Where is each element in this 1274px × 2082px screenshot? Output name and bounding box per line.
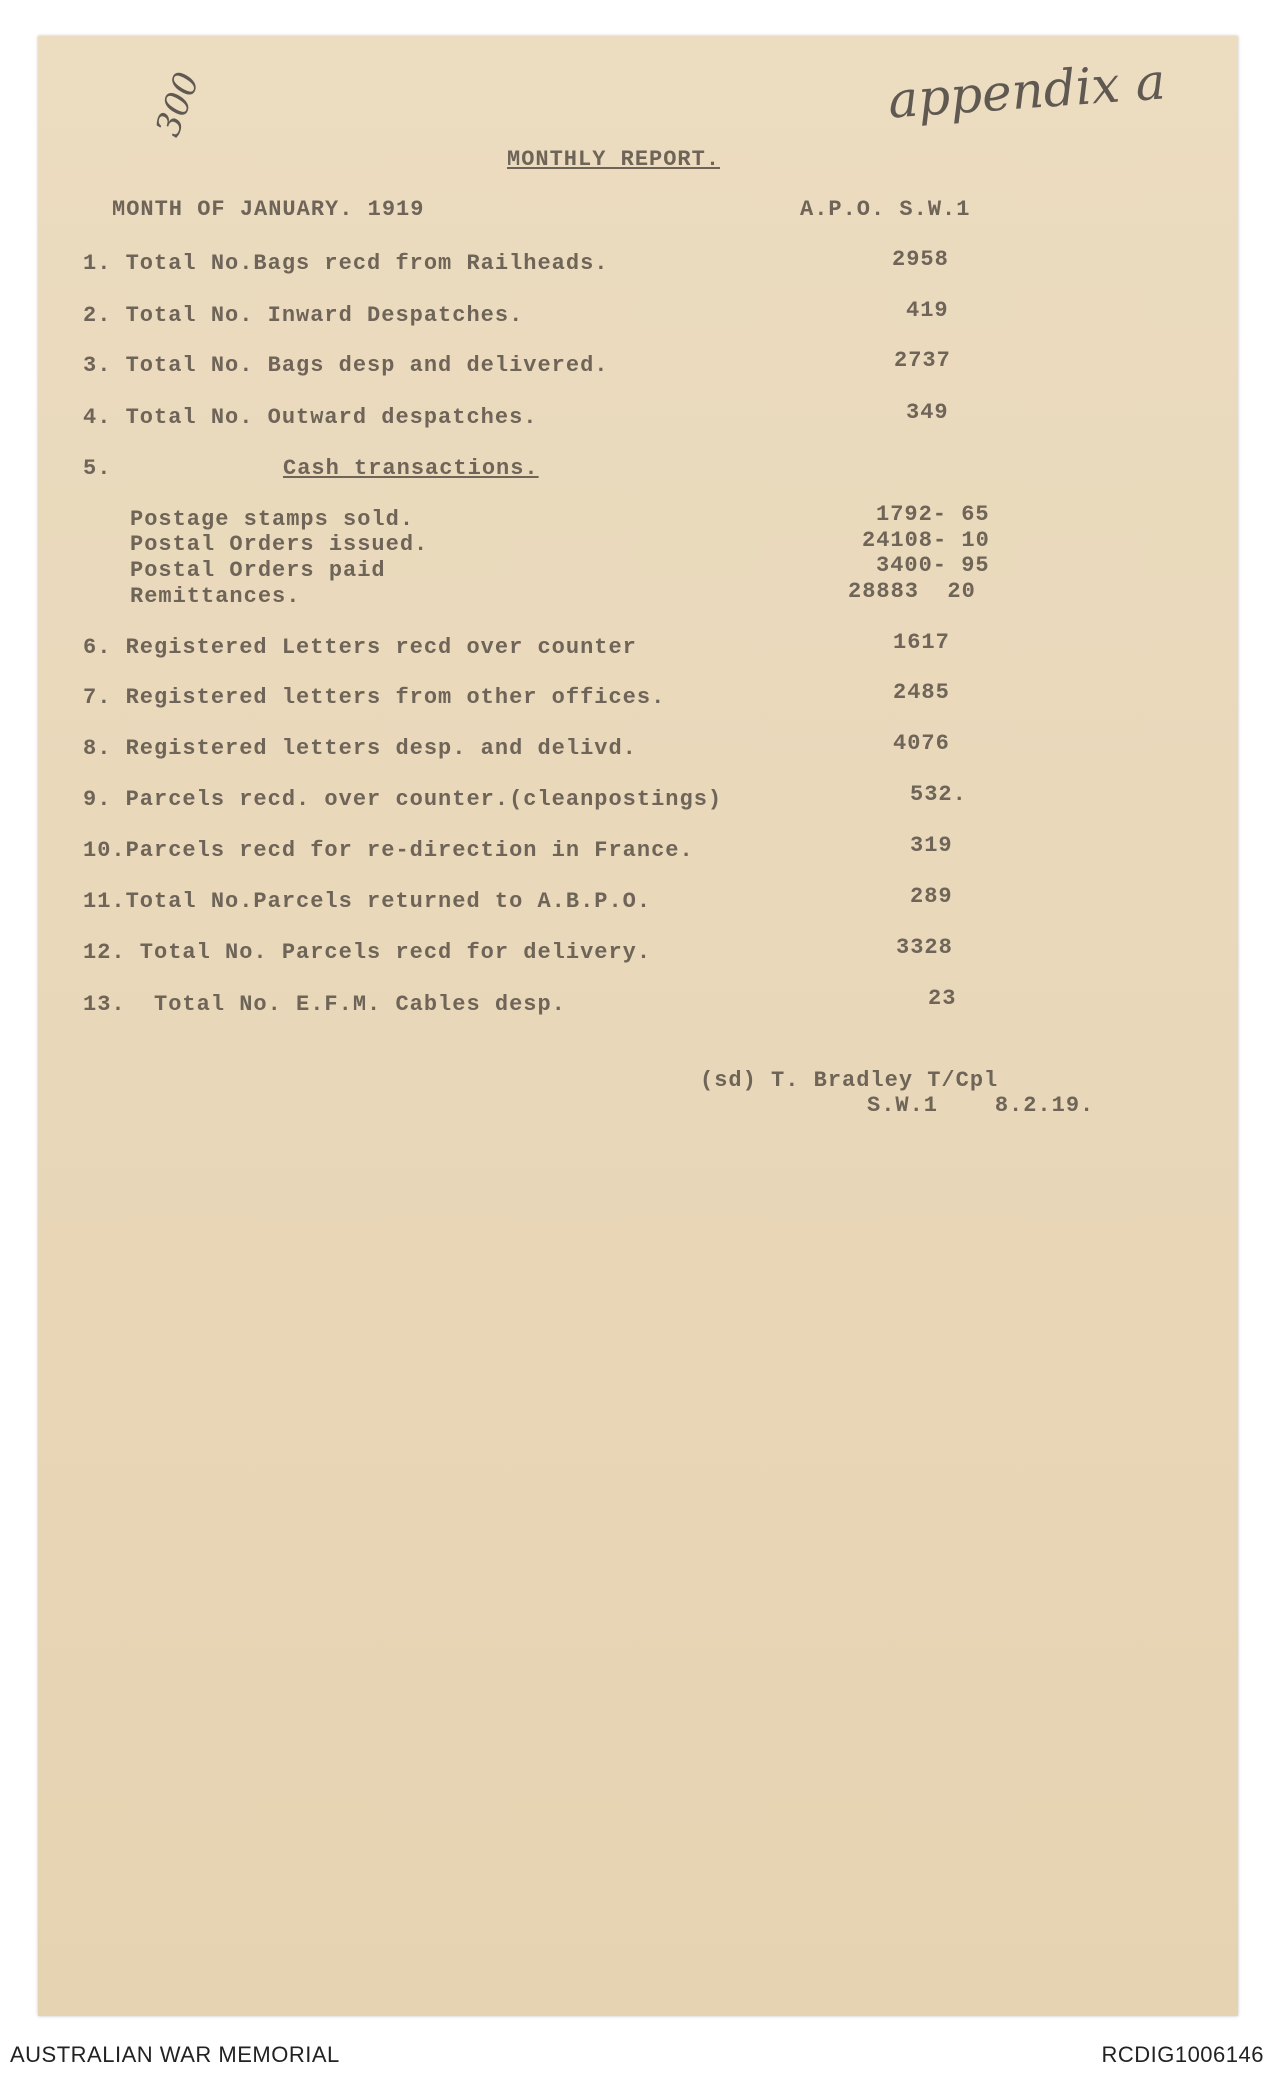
report-item-1: 1. Total No.Bags recd from Railheads. bbox=[83, 251, 609, 276]
folio-number: 300 bbox=[148, 67, 208, 142]
footer-institution: AUSTRALIAN WAR MEMORIAL bbox=[10, 2042, 340, 2067]
report-item-6: 6. Registered Letters recd over counter bbox=[83, 635, 637, 660]
report-item-4: 4. Total No. Outward despatches. bbox=[83, 405, 538, 430]
cash-heading: Cash transactions. bbox=[283, 456, 539, 481]
report-value-13: 23 bbox=[928, 986, 957, 1011]
report-item-11: 11.Total No.Parcels returned to A.B.P.O. bbox=[83, 889, 652, 914]
report-item-3: 3. Total No. Bags desp and delivered. bbox=[83, 353, 609, 378]
cash-value-2: 24108- 10 bbox=[862, 528, 990, 553]
month-label: MONTH OF JANUARY. 1919 bbox=[112, 197, 425, 222]
cash-value-1: 1792- 65 bbox=[876, 502, 990, 527]
report-value-9: 532. bbox=[910, 782, 967, 807]
report-value-7: 2485 bbox=[893, 680, 950, 705]
cash-line-2: Postal Orders issued. bbox=[130, 532, 429, 557]
report-title: MONTHLY REPORT. bbox=[507, 147, 721, 172]
appendix-annotation: appendix a bbox=[886, 52, 1168, 130]
report-value-4: 349 bbox=[906, 400, 949, 425]
report-value-8: 4076 bbox=[893, 731, 950, 756]
report-value-2: 419 bbox=[906, 298, 949, 323]
cash-number: 5. bbox=[83, 456, 112, 481]
report-value-6: 1617 bbox=[893, 630, 950, 655]
report-item-12: 12. Total No. Parcels recd for delivery. bbox=[83, 940, 652, 965]
cash-value-4: 28883 20 bbox=[848, 579, 976, 604]
report-value-10: 319 bbox=[910, 833, 953, 858]
report-item-8: 8. Registered letters desp. and delivd. bbox=[83, 736, 637, 761]
report-item-7: 7. Registered letters from other offices. bbox=[83, 685, 666, 710]
cash-line-1: Postage stamps sold. bbox=[130, 507, 415, 532]
report-item-9: 9. Parcels recd. over counter.(cleanpostings) bbox=[83, 787, 723, 812]
report-value-11: 289 bbox=[910, 884, 953, 909]
signature-line-2: S.W.1 8.2.19. bbox=[867, 1093, 1095, 1118]
cash-line-3: Postal Orders paid bbox=[130, 558, 386, 583]
report-value-3: 2737 bbox=[894, 348, 951, 373]
document-page bbox=[38, 36, 1238, 2016]
report-item-13: 13. Total No. E.F.M. Cables desp. bbox=[83, 992, 566, 1017]
report-value-12: 3328 bbox=[896, 935, 953, 960]
report-value-1: 2958 bbox=[892, 247, 949, 272]
cash-line-4: Remittances. bbox=[130, 584, 301, 609]
cash-value-3: 3400- 95 bbox=[876, 553, 990, 578]
report-item-10: 10.Parcels recd for re-direction in France. bbox=[83, 838, 694, 863]
report-item-2: 2. Total No. Inward Despatches. bbox=[83, 303, 524, 328]
office-label: A.P.O. S.W.1 bbox=[800, 197, 971, 222]
footer-identifier: RCDIG1006146 bbox=[1101, 2042, 1264, 2067]
signature-line-1: (sd) T. Bradley T/Cpl bbox=[700, 1068, 999, 1093]
